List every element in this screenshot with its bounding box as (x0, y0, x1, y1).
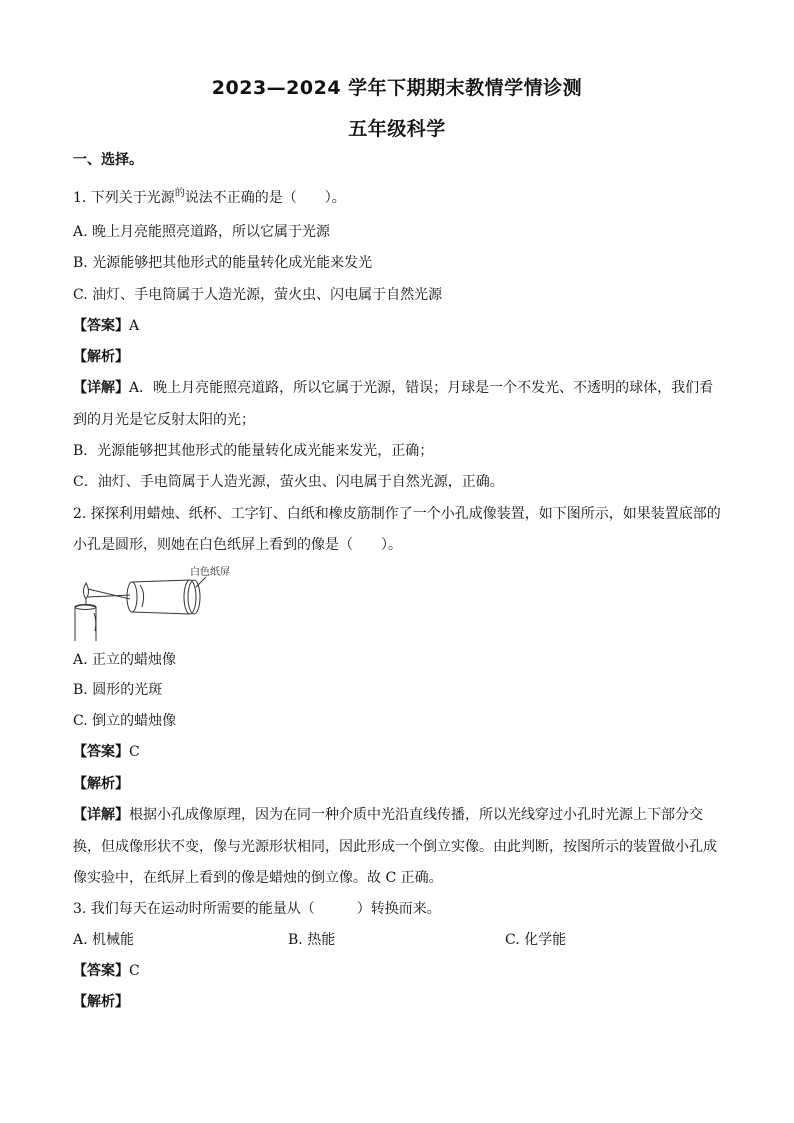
question-1-option-c: C. 油灯、手电筒属于人造光源，萤火虫、闪电属于自然光源 (73, 287, 443, 303)
question-2-answer (73, 742, 733, 762)
question-1-stem-tail: 说法不正确的是（ ）。 (184, 190, 346, 206)
answer-label: 【答案】 (73, 744, 129, 760)
question-2-detail-line-3: 像实验中，在纸屏上看到的像是蜡烛的倒立像。故 C 正确。 (73, 870, 443, 886)
question-2-stem-line-1: 2. 探探利用蜡烛、纸杯、工字钉、白纸和橡皮筋制作了一个小孔成像装置，如下图所示，如果装置底部的 (73, 506, 721, 522)
question-1-option-b: B. 光源能够把其他形式的能量转化成光能来发光 (73, 255, 373, 271)
question-2-detail-line-1 (73, 805, 733, 825)
question-3-option-c: C. 化学能 (505, 932, 567, 948)
section-heading: 一、选择。 (73, 152, 143, 168)
question-2-option-a: A. 正立的蜡烛像 (73, 652, 177, 668)
answer-value: C (129, 963, 140, 979)
detail-label: 【详解】 (73, 380, 129, 396)
answer-label: 【答案】 (73, 318, 129, 334)
question-1-answer (73, 316, 733, 336)
question-1-stem (73, 188, 733, 210)
candle-illustration (75, 583, 96, 641)
figure-label-screen: 白色纸屏 (190, 567, 230, 578)
question-1-detail-line-3: B．光源能够把其他形式的能量转化成光能来发光，正确； (73, 443, 434, 459)
answer-value: C (129, 744, 140, 760)
question-1-option-a: A. 晚上月亮能照亮道路，所以它属于光源 (73, 224, 331, 240)
question-2-detail-line-2: 换，但成像形状不变，像与光源形状相同，因此形成一个倒立实像。由此判断，按图所示的装置做小孔成 (73, 839, 717, 855)
question-1-stem-head: 1. 下列关于光源 (73, 190, 175, 206)
question-2-stem-line-2: 小孔是圆形，则她在白色纸屏上看到的像是（ ）。 (73, 537, 402, 553)
question-3-analysis-label: 【解析】 (73, 994, 129, 1010)
question-1-detail-line-4: C．油灯、手电筒属于人造光源，萤火虫、闪电属于自然光源，正确。 (73, 474, 504, 490)
page-title: 2023—2024 学年下期期末教情学情诊测 (211, 77, 583, 99)
screen-pointer-line (196, 577, 206, 587)
question-1-detail-line-1 (73, 378, 733, 398)
question-2-option-c: C. 倒立的蜡烛像 (73, 713, 177, 729)
question-3-option-a: A. 机械能 (73, 932, 135, 948)
page-subtitle: 五年级科学 (348, 118, 446, 140)
pinhole-camera-figure (72, 563, 242, 643)
question-2-option-b: B. 圆形的光斑 (73, 682, 163, 698)
detail-text: 根据小孔成像原理，因为在同一种介质中光沿直线传播，所以光线穿过小孔时光源上下部分交 (129, 807, 703, 823)
question-1-stem-dot: 的 (174, 188, 185, 199)
answer-label: 【答案】 (73, 963, 129, 979)
question-3-option-b: B. 热能 (288, 932, 336, 948)
paper-cup-tube (127, 580, 200, 614)
question-3-stem: 3. 我们每天在运动时所需要的能量从（ ）转换而来。 (73, 901, 441, 917)
question-1-analysis-label: 【解析】 (73, 349, 129, 365)
answer-value: A (129, 318, 140, 334)
question-2-analysis-label: 【解析】 (73, 776, 129, 792)
detail-label: 【详解】 (73, 807, 129, 823)
light-rays (88, 589, 130, 599)
question-1-detail-line-2: 到的月光是它反射太阳的光； (73, 412, 255, 428)
question-3-answer (73, 961, 733, 981)
detail-text: A．晚上月亮能照亮道路，所以它属于光源，错误；月球是一个不发光、不透明的球体，我们看 (129, 380, 714, 396)
